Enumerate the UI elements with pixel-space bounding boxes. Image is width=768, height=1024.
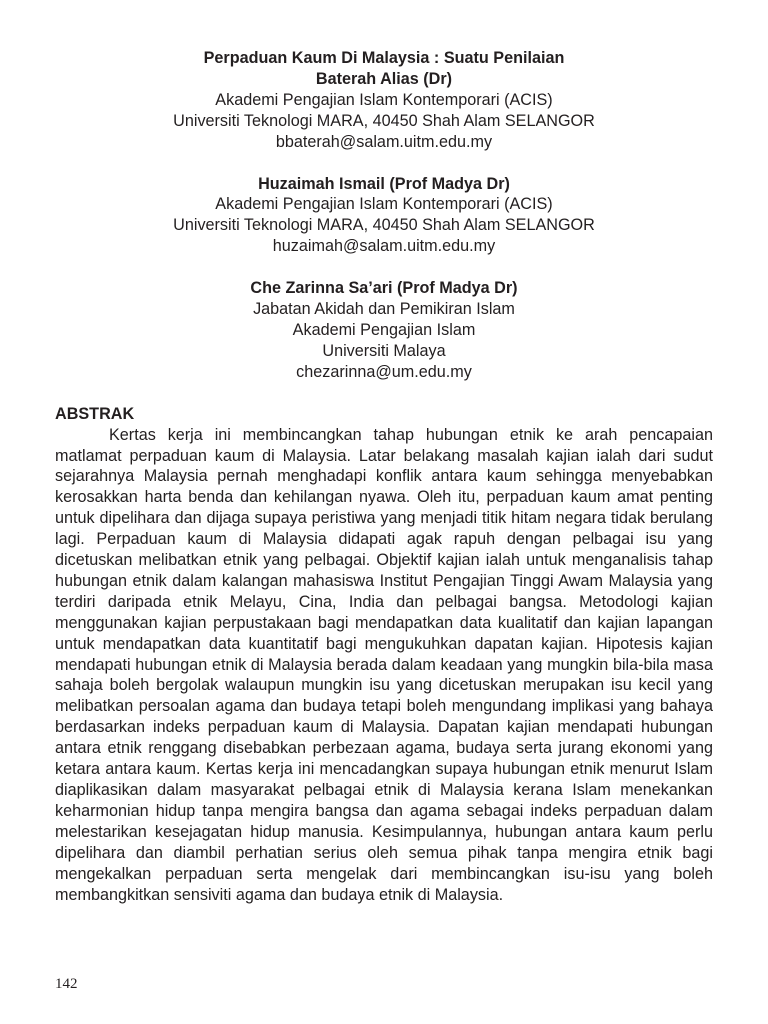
author-block-1 [55, 48, 713, 153]
abstract-heading: ABSTRAK [55, 404, 135, 423]
author-affiliation: Universiti Teknologi MARA, 40450 Shah Alam SELANGOR [173, 216, 595, 235]
author-affiliation: Universiti Teknologi MARA, 40450 Shah Alam SELANGOR [173, 111, 595, 130]
paper-title: Perpaduan Kaum Di Malaysia : Suatu Penilaian [203, 49, 565, 67]
author-name: Che Zarinna Sa’ari (Prof Madya Dr) [250, 279, 518, 298]
paper-page [55, 48, 713, 905]
author-affiliation: Akademi Pengajian Islam [292, 320, 476, 339]
page-number: 142 [55, 976, 78, 992]
author-email: bbaterah@salam.uitm.edu.my [275, 132, 493, 151]
author-block-3 [55, 278, 713, 383]
author-name: Baterah Alias (Dr) [315, 69, 453, 88]
author-name: Huzaimah Ismail (Prof Madya Dr) [258, 174, 510, 193]
author-block-2 [55, 174, 713, 258]
author-affiliation: Jabatan Akidah dan Pemikiran Islam [253, 300, 515, 319]
author-affiliation: Akademi Pengajian Islam Kontemporari (ACIS) [215, 195, 553, 214]
author-email: huzaimah@salam.uitm.edu.my [272, 237, 496, 256]
abstract-body: Kertas kerja ini membincangkan tahap hubungan etnik ke arah pencapaian matlamat perpaduan kaum di Malaysia. Latar belakang masalah kajian ialah dari sudut sejarahnya Malaysia pernah menghadapi konflik antara kaum sehingga menyebabkan kerosakkan harta benda dan kehilangan nyawa. Oleh itu, perpaduan kaum amat penting untuk dipelihara dan dijaga supaya peristiwa yang menjadi titik hitam negara tidak berulang lagi. Perpaduan kaum di Malaysia didapati agak rapuh dengan pelbagai isu yang dicetuskan melibatkan etnik yang pelbagai. Objektif kajian ialah untuk menganalisis tahap hubungan etnik dalam kalangan mahasiswa Institut Pengajian Tinggi Awam Malaysia yang terdiri daripada etnik Melayu, Cina, India dan pelbagai bangsa. Metodologi kajian menggunakan kajian perpustakaan bagi mendapatkan data kualitatif dan kajian lapangan untuk mendapatkan data kuantitatif bagi mengukuhkan dapatan kajian. Hipotesis kajian mendapati hubungan etnik di Malaysia berada dalam keadaan yang mungkin bila-bila masa sahaja boleh bergolak walaupun mungkin isu yang dicetuskan merupakan isu kecil yang melibatkan persoalan agama dan budaya tetapi boleh mengundang implikasi yang bahaya berdasarkan indeks perpaduan kaum di Malaysia. Dapatan kajian mendapati hubungan antara etnik renggang disebabkan perbezaan agama, budaya serta jurang ekonomi yang ketara antara kaum. Kertas kerja ini mencadangkan supaya hubungan etnik menurut Islam diaplikasikan dalam masyarakat pelbagai etnik di Malaysia kerana Islam menekankan keharmonian hidup tanpa mengira bangsa dan agama sebagai indeks perpaduan dalam melestarikan kesejagatan hidup manusia. Kesimpulannya, hubungan antara kaum perlu dipelihara dan diambil perhatian serius oleh semua pihak tanpa mengira etnik bagi mengekalkan perpaduan serta mengelak dari membincangkan isu-isu yang boleh membangkitkan sensiviti agama dan budaya etnik di Malaysia. [55, 425, 713, 904]
author-affiliation: Universiti Malaya [322, 341, 446, 360]
author-affiliation: Akademi Pengajian Islam Kontemporari (ACIS) [215, 90, 553, 109]
author-email: chezarinna@um.edu.my [296, 362, 472, 381]
